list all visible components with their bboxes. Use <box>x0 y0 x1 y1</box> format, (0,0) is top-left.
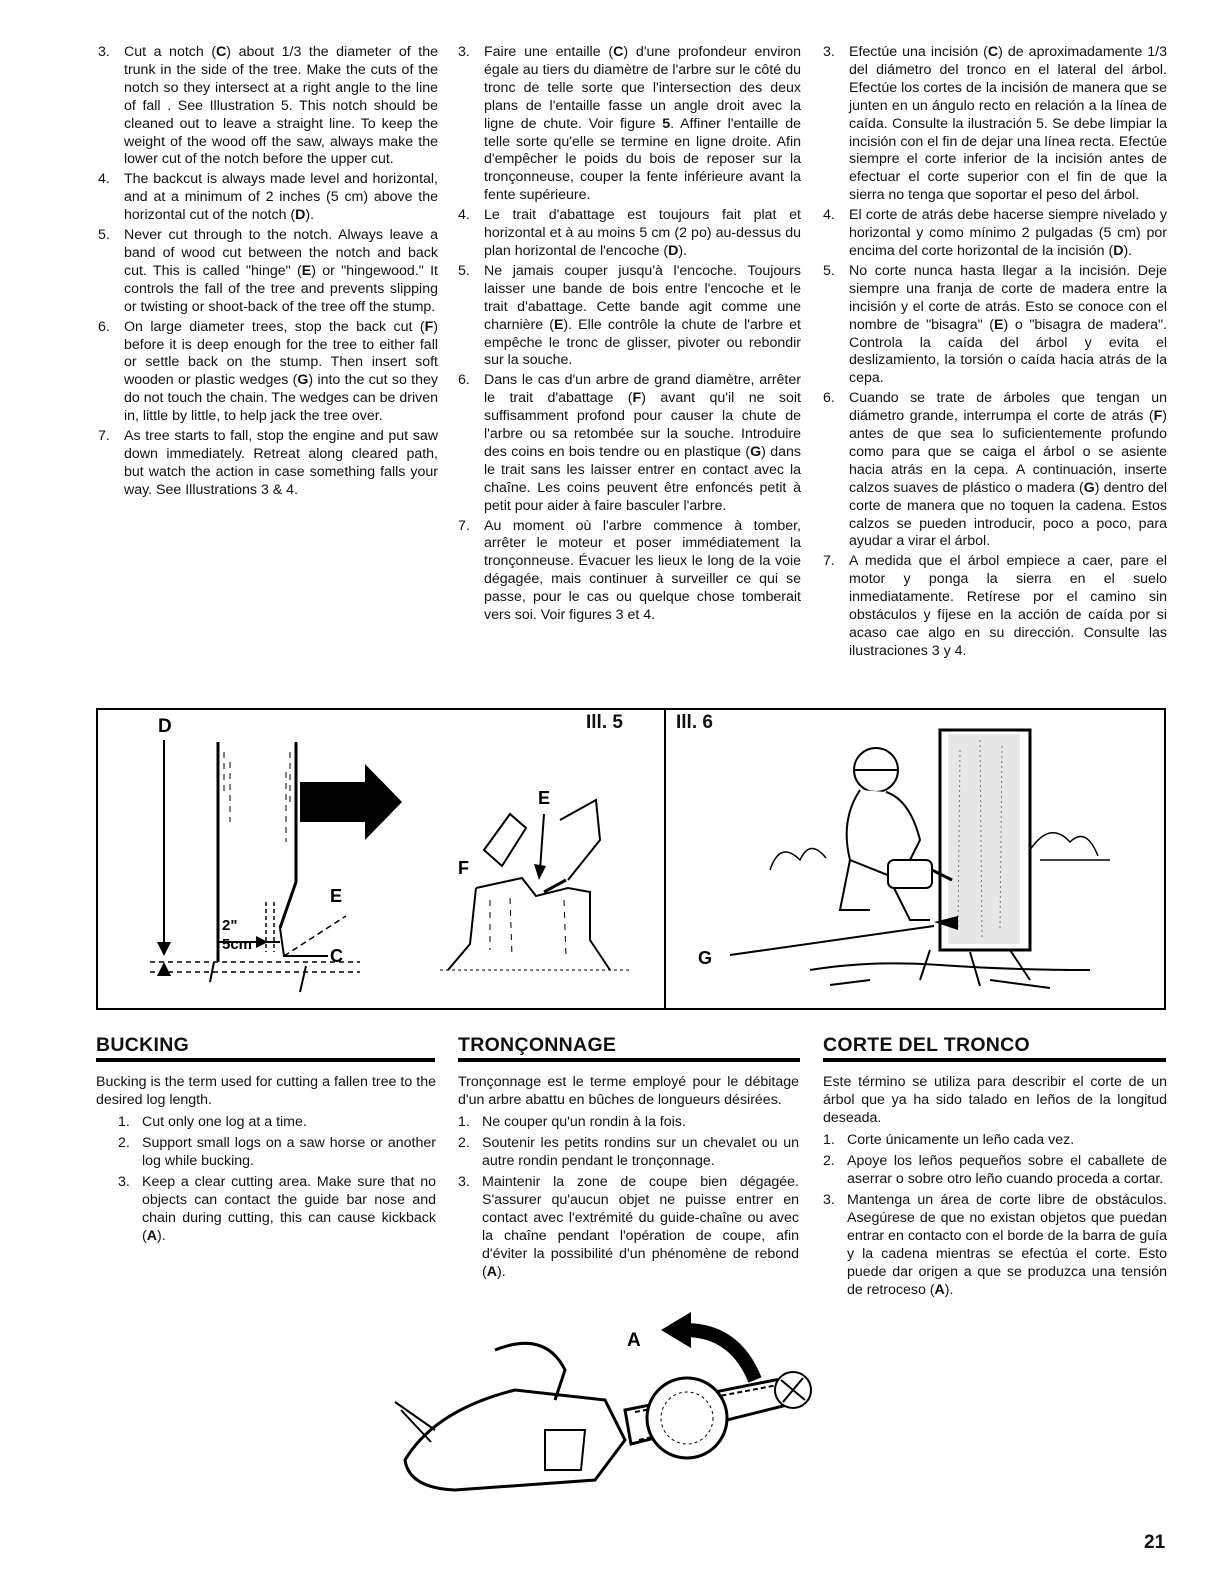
list-item-text: Au moment où l'arbre commence à tomber, arrêter le moteur et poser immédiatement la tronçonneuse. Évacuer les lieux le long de la voie dégagée, mais continuer à surveiller ce qui se passe, pour le cas ou quelque chose tomberait vers soi. Voir figures 3 et 4. <box>484 517 801 624</box>
kickback-illustration <box>395 1310 835 1500</box>
list-item-number: 7. <box>823 553 835 570</box>
bucking-fr-body <box>458 1073 799 1284</box>
list-item <box>98 428 438 500</box>
list-item-number: 3. <box>118 1174 130 1190</box>
list-item-text: No corte nunca hasta llegar a la incisión. Deje siempre una franja de corte de madera entre la incisión y el corte de atrás. Esto se conoce con el nombre de "bisagra" (E) o "bisagra de madera". Controla la caída del árbol y evita el deslizamiento, la torsión o caída hacia atrás de la cepa. <box>849 262 1167 387</box>
list-item <box>823 1191 1167 1299</box>
page-number: 21 <box>1144 1532 1166 1553</box>
list-item-text: Cut a notch (C) about 1/3 the diameter of the trunk in the side of the tree. Make the cuts of the notch so they intersect at a right angle to the line of fall . See Illustration 5. This notch should be cleaned out to leave a straight line. To keep the weight of the wood off the saw, always make the lower cut of the notch before the upper cut. <box>124 44 438 168</box>
bucking-rule-en <box>96 1058 435 1062</box>
list-item <box>458 518 801 625</box>
list-item <box>98 319 438 426</box>
list-item-text: Support small logs on a saw horse or another log while bucking. <box>142 1135 436 1169</box>
list-item-number: 3. <box>823 1192 835 1208</box>
label-e2: E <box>538 788 551 808</box>
bucking-rule-es <box>823 1058 1166 1062</box>
list-item <box>823 263 1167 388</box>
bucking-en-intro: Bucking is the term used for cutting a fallen tree to the desired log length. <box>96 1074 436 1108</box>
list-item-text: Maintenir la zone de coupe bien dégagée. S'assurer qu'aucun objet ne puisse entrer en contact avec l'extrémité du guide-chaîne ou avec la chaîne pendant l'opération de coupe, afin d'éviter la possibilité d'un phénomène de rebond (A). <box>482 1174 799 1280</box>
list-item-number: 7. <box>98 428 110 445</box>
bucking-heading-en: BUCKING <box>96 1034 190 1056</box>
list-item-text: El corte de atrás debe hacerse siempre nivelado y horizontal y como mínimo 2 pulgadas (5 cm) por encima del corte horizontal de la incisión (D). <box>849 207 1167 259</box>
list-item-number: 2. <box>118 1135 130 1151</box>
list-item-text: As tree starts to fall, stop the engine and put saw down immediately. Retreat along cleared path, but watch the action in case something falls your way. See Illustrations 3 & 4. <box>124 428 438 498</box>
bucking-heading-fr: TRONÇONNAGE <box>458 1034 617 1056</box>
label-f: F <box>458 858 469 878</box>
list-item-text: Cut only one log at a time. <box>142 1114 307 1130</box>
list-item-number: 6. <box>458 372 470 389</box>
list-item-text: Faire une entaille (C) d'une profondeur environ égale au tiers du diamètre de l'arbre sur le côté du tronc de telle sorte que l'intersection des deux plans de l'entaille fasse un angle droit avec la ligne de chute. Voir figure 5. Affiner l'entaille de telle sorte qu'elle se termine en ligne droite. Afin d'empêcher le poids du bois de reposer sur la tronçonneuse, couper la fente inférieure avant la fente supérieure. <box>484 44 801 204</box>
label-c: C <box>330 946 343 966</box>
dim-inches: 2" <box>222 917 238 934</box>
list-item-number: 6. <box>98 318 110 335</box>
list-item-text: Ne couper qu'un rondin à la fois. <box>482 1114 686 1130</box>
list-item <box>458 1173 799 1281</box>
ill5-notch-diagram <box>140 712 400 1002</box>
list-item <box>458 263 801 370</box>
list-item-number: 3. <box>458 1174 470 1190</box>
list-item-number: 3. <box>823 44 835 60</box>
list-item-text: Soutenir les petits rondins sur un chevalet ou un autre rondin pendant le tronçonnage. <box>482 1135 799 1169</box>
list-item-text: The backcut is always made level and horizontal, and at a minimum of 2 inches (5 cm) above the horizontal cut of the notch (D). <box>124 171 438 224</box>
felling-en-list <box>98 44 438 500</box>
ill5-hinge-diagram <box>440 780 640 980</box>
list-item-number: 3. <box>458 44 470 60</box>
bucking-en-list <box>96 1113 436 1245</box>
ill6-felling-scene <box>690 730 1110 1000</box>
list-item <box>823 1131 1167 1149</box>
felling-es-list <box>823 44 1167 661</box>
bucking-fr-list <box>458 1113 799 1281</box>
ill6-title: Ill. 6 <box>676 712 713 733</box>
list-item-text: Cuando se trate de árboles que tengan un diámetro grande, interrumpa el corte de atrás (F) antes de que sea lo suficientemente profundo como para que se caiga el árbol o se asiente hacia atrás en la cepa. A continuación, inserte calzos suaves de plástico o madera (G) dentro del corte de manera que no toquen la cadena. Estos calzos se pueden introducir, poco a poco, para ayudar a virar el árbol. <box>849 390 1167 550</box>
label-d: D <box>158 716 172 737</box>
bucking-fr-intro: Tronçonnage est le terme employé pour le débitage d'un arbre abattu en bûches de longueurs désirées. <box>458 1074 799 1108</box>
bucking-en-body <box>96 1073 436 1248</box>
list-item-number: 1. <box>118 1114 130 1130</box>
dim-cm: 5cm <box>222 936 253 953</box>
list-item <box>823 1152 1167 1188</box>
list-item <box>458 1134 799 1170</box>
list-item-number: 1. <box>823 1132 835 1148</box>
list-item-text: Dans le cas d'un arbre de grand diamètre, arrêter le trait d'abattage (F) avant qu'il ne soit suffisamment profond pour causer la chute de l'arbre ou sa retombée sur la souche. Introduire des coins en bois tendre ou en plastique (G) dans le trait sans les laisser entrer en contact avec la chaîne. Les coins peuvent être enfoncés petit à petit pour aider à faire basculer l'arbre. <box>484 372 801 514</box>
list-item <box>823 553 1167 660</box>
list-item <box>98 171 438 225</box>
list-item-number: 2. <box>458 1135 470 1151</box>
bucking-heading-es: CORTE DEL TRONCO <box>823 1034 1031 1056</box>
list-item-text: Corte únicamente un leño cada vez. <box>847 1132 1075 1148</box>
list-item-number: 5. <box>98 227 110 244</box>
list-item-text: On large diameter trees, stop the back cut (F) before it is deep enough for the tree to either fall or settle back on the stump. Then insert soft wooden or plastic wedges (G) into the cut so they do not touch the chain. The wedges can be driven in, little by little, to help jack the tree over. <box>124 318 438 425</box>
list-item-text: Keep a clear cutting area. Make sure that no objects can contact the guide bar nose and chain during cutting, this can cause kickback (A). <box>142 1174 436 1244</box>
list-item <box>458 207 801 261</box>
log-end <box>647 1378 727 1458</box>
list-item-text: Le trait d'abattage est toujours fait plat et horizontal et à au moins 5 cm (2 po) au-dessus du plan horizontal de l'encoche (D). <box>484 207 801 259</box>
label-g: G <box>698 948 713 968</box>
list-item-number: 4. <box>458 207 470 224</box>
list-item <box>458 372 801 515</box>
list-item-number: 7. <box>458 517 470 534</box>
list-item <box>98 44 438 169</box>
list-item-text: Mantenga un área de corte libre de obstáculos. Asegúrese de que no existan objetos que puedan entrar en contacto con el borde de la barra de guía y la cadena mientras se efectúa el corte. Esto puede dar origen a que se produzca una tensión de retroceso (A). <box>847 1192 1167 1298</box>
list-item-text: Ne jamais couper jusqu'à l'encoche. Toujours laisser une bande de bois entre l'encoche et le trait d'abattage. Cette bande agit comme une charnière (E). Elle contrôle la chute de l'arbre et empêche le tronc de glisser, pivoter ou rebondir sur la souche. <box>484 262 801 369</box>
bucking-es-list <box>823 1131 1167 1299</box>
felling-en-column <box>98 44 438 502</box>
list-item-number: 5. <box>458 262 470 279</box>
kickback-label-a: A <box>627 1330 641 1351</box>
list-item-text: Never cut through to the notch. Always leave a band of wood cut between the notch and back cut. This is called "hinge" (E) or "hingewood." It controls the fall of the tree and prevents slipping or twisting or shoot-back of the tree off the stump. <box>124 227 438 315</box>
ill5-title: Ill. 5 <box>586 712 623 733</box>
list-item <box>823 390 1167 551</box>
list-item-text: A medida que el árbol empiece a caer, pare el motor y ponga la sierra en el suelo inmediatamente. Retírese por el camino sin obstáculos y fíjese en la acción de caída por si acaso cae algo en su dirección. Consulte las ilustraciones 3 y 4. <box>849 553 1167 659</box>
bucking-es-body <box>823 1073 1167 1302</box>
list-item-text: Apoye los leños pequeños sobre el caballete de aserrar o sobre otro leño cuando proceda a cortar. <box>847 1153 1167 1187</box>
list-item-text: Efectúe una incisión (C) de aproximadamente 1/3 del diámetro del tronco en el lateral del árbol. Efectúe los cortes de la incisión de manera que se junten en un ángulo recto en relación a la línea de caída. Consulte la ilustración 5. Se debe limpiar la incisión con el fin de dejar una línea recta. Efectúe siempre el corte inferior de la incisión antes de efectuar el corte superior con el fin de que la sierra no tenga que soportar el peso del árbol. <box>849 44 1167 204</box>
list-item-number: 3. <box>98 44 110 60</box>
bucking-es-intro: Este término se utiliza para describir el corte de un árbol que ya ha sido talado en leños de la longitud deseada. <box>823 1074 1167 1126</box>
list-item <box>823 207 1167 261</box>
list-item-number: 4. <box>823 207 835 224</box>
felling-fr-column <box>458 44 801 627</box>
list-item-number: 5. <box>823 262 835 279</box>
list-item-number: 6. <box>823 390 835 407</box>
illustration-divider <box>664 710 666 1008</box>
felling-fr-list <box>458 44 801 625</box>
list-item-number: 1. <box>458 1114 470 1130</box>
list-item <box>118 1113 436 1131</box>
list-item-number: 2. <box>823 1153 835 1169</box>
list-item <box>823 44 1167 205</box>
list-item <box>98 227 438 317</box>
list-item <box>458 44 801 205</box>
list-item <box>458 1113 799 1131</box>
bucking-rule-fr <box>458 1058 800 1062</box>
label-e: E <box>330 886 343 906</box>
felling-es-column <box>823 44 1167 663</box>
list-item <box>118 1134 436 1170</box>
list-item-number: 4. <box>98 171 110 188</box>
list-item <box>118 1173 436 1245</box>
